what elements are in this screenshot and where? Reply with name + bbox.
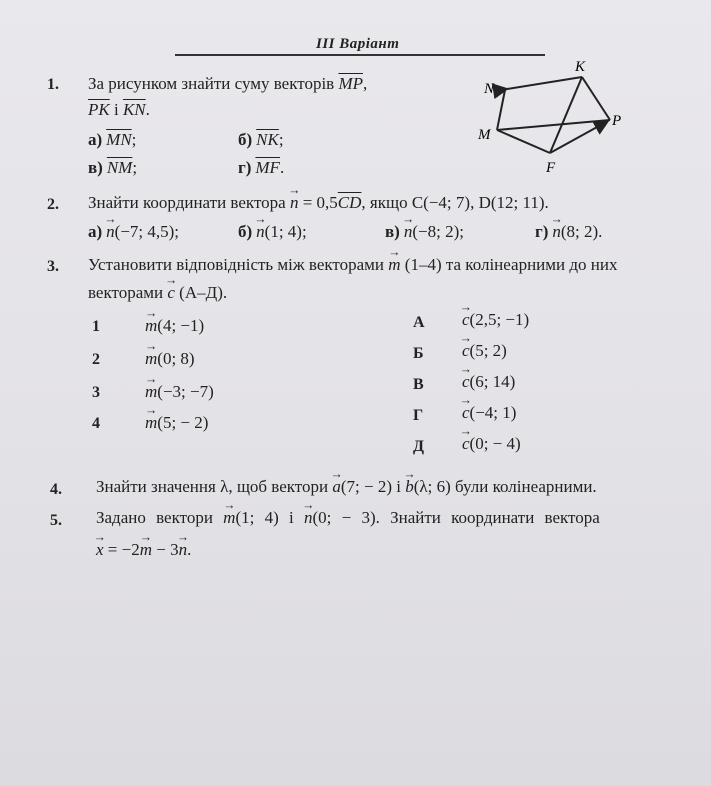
vector-n: → n	[256, 222, 265, 242]
task-2-option-c	[385, 222, 464, 242]
task-5-line-1	[96, 508, 600, 528]
item-value: (5; 2)	[469, 341, 507, 360]
task-5-number: 5.	[50, 512, 62, 529]
vector-m: → m	[145, 316, 157, 336]
option-value: (−8; 2);	[412, 222, 464, 241]
option-value: (1; 4);	[264, 222, 307, 241]
match-left-item	[145, 349, 195, 369]
vector-n: → n	[404, 222, 413, 242]
task-1-option-d	[238, 158, 284, 178]
variant-title: III Варіант	[316, 36, 400, 52]
vector-n: → n	[106, 222, 115, 242]
task-2-option-d	[535, 222, 602, 242]
option-value: $\overline{MF}$	[255, 158, 280, 177]
match-right-item	[462, 403, 516, 423]
task-4-number: 4.	[50, 481, 62, 498]
option-label: г)	[535, 222, 549, 241]
option-end: ;	[278, 130, 284, 149]
task-2-text-post: , якщо C(−4; 7), D(12; 11).	[361, 193, 549, 212]
point-f-label: F	[546, 160, 556, 176]
option-label: а)	[88, 130, 103, 149]
task-1-option-a	[88, 130, 136, 150]
vector-figure	[470, 55, 630, 185]
vector-m: → m	[145, 413, 157, 433]
point-p-label: P	[612, 113, 622, 129]
task-1-option-c	[88, 158, 137, 178]
option-end: ;	[132, 158, 138, 177]
segment-mn	[497, 90, 505, 130]
option-end: ;	[131, 130, 137, 149]
match-right-letter: Д	[413, 438, 425, 455]
option-value: (8; 2).	[560, 222, 603, 241]
option-label: б)	[238, 222, 253, 241]
option-value: (−7; 4,5);	[114, 222, 180, 241]
match-right-letter: Г	[413, 407, 424, 424]
task-3-number: 3.	[47, 258, 59, 275]
option-label: а)	[88, 222, 103, 241]
vector-b: → b	[405, 477, 414, 497]
task-1-option-b	[238, 130, 284, 150]
match-right-item	[462, 310, 529, 330]
segment-kn	[507, 77, 582, 89]
vector-c: → c	[462, 310, 470, 330]
vector-a-value: (7; − 2) і	[340, 477, 401, 496]
match-right-item	[462, 372, 515, 392]
vector-n: → n	[552, 222, 561, 242]
conjunction-and: і	[113, 100, 119, 119]
vector-cd: $\overline{CD}$	[337, 193, 362, 212]
option-label: г)	[238, 158, 252, 177]
vector-m: → m	[223, 508, 235, 528]
point-n-label: N	[484, 81, 495, 97]
task-5-line-2	[96, 540, 191, 560]
match-left-number: 3	[92, 384, 100, 401]
task-2-text-pre: Знайти координати вектора	[88, 193, 286, 212]
match-right-item	[462, 341, 507, 361]
item-value: (2,5; −1)	[469, 310, 530, 329]
vector-c: → c	[462, 403, 470, 423]
vector-m: → m	[140, 540, 152, 560]
task-3-text-2: векторами	[88, 283, 164, 302]
match-left-item	[145, 413, 208, 433]
equation-part: = −2	[107, 540, 140, 559]
vector-pk: $\overline{PK}$	[88, 100, 110, 119]
task-2-text	[88, 193, 549, 213]
task-3-line-2	[88, 283, 227, 303]
comma: ,	[363, 74, 368, 93]
task-2-option-a	[88, 222, 179, 242]
item-value: (0; − 4)	[469, 434, 521, 453]
task-3-line-1	[88, 255, 617, 275]
equation: = 0,5	[302, 193, 338, 212]
vector-n: → n	[179, 540, 188, 560]
item-value: (6; 14)	[469, 372, 516, 391]
item-value: (4; −1)	[157, 316, 205, 335]
match-left-item	[145, 382, 214, 402]
option-label: в)	[385, 222, 400, 241]
vector-a: → a	[332, 477, 341, 497]
segment-fp	[550, 121, 608, 153]
segment-kp	[582, 77, 610, 120]
match-right-item	[462, 434, 521, 454]
task-2-number: 2.	[47, 196, 59, 213]
vector-c: → c	[462, 434, 470, 454]
vector-n: → n	[290, 193, 299, 213]
vector-x: → x	[96, 540, 104, 560]
vector-mp: $\overline{MP}$	[338, 74, 364, 93]
vector-n-value: (0; − 3). Знайти координати вектора	[312, 508, 600, 527]
task-2-option-b	[238, 222, 307, 242]
vector-b-value: (λ; 6) були колінеарними.	[413, 477, 597, 496]
item-value: (0; 8)	[157, 349, 195, 368]
option-value: $\overline{NM}$	[106, 158, 133, 177]
task-4-text-pre: Знайти значення λ, щоб вектори	[96, 477, 329, 496]
vector-n: → n	[304, 508, 313, 528]
option-label: б)	[238, 130, 253, 149]
point-m-label: M	[478, 127, 491, 143]
task-1-line-2	[88, 100, 150, 120]
vector-m: → m	[145, 382, 157, 402]
point-k-label: K	[575, 59, 586, 75]
match-right-letter: В	[413, 376, 424, 393]
task-3-text-2-end: (А–Д).	[179, 283, 228, 302]
vector-m-value: (1; 4) і	[235, 508, 294, 527]
task-1-text: За рисунком знайти суму векторів	[88, 74, 335, 93]
segment-kf	[550, 77, 582, 153]
vector-c: → c	[462, 341, 470, 361]
period: .	[145, 100, 150, 119]
match-left-number: 4	[92, 415, 100, 432]
match-left-item	[145, 316, 204, 336]
segment-mf	[497, 130, 550, 153]
task-4-text	[96, 477, 597, 497]
vector-c: → c	[462, 372, 470, 392]
item-value: (−4; 1)	[469, 403, 517, 422]
match-left-number: 1	[92, 318, 100, 335]
option-value: $\overline{MN}$	[106, 130, 132, 149]
vector-m: → m	[145, 349, 157, 369]
equation-part: − 3	[156, 540, 179, 559]
vector-kn: $\overline{KN}$	[122, 100, 146, 119]
task-3-text: Установити відповідність між векторами	[88, 255, 385, 274]
option-value: $\overline{NK}$	[256, 130, 279, 149]
match-left-number: 2	[92, 351, 100, 368]
vector-m: → m	[388, 255, 400, 275]
vector-c: → c	[167, 283, 175, 303]
option-label: в)	[88, 158, 103, 177]
task-1-number: 1.	[47, 76, 59, 93]
option-end: .	[279, 158, 285, 177]
task-1-line-1	[88, 74, 367, 94]
match-right-letter: Б	[413, 345, 424, 362]
task-5-text-pre: Задано вектори	[96, 508, 213, 527]
task-3-text-end: (1–4) та колінеарними до них	[404, 255, 618, 274]
item-value: (5; − 2)	[157, 413, 209, 432]
item-value: (−3; −7)	[157, 382, 214, 401]
match-right-letter: А	[413, 314, 425, 331]
period: .	[187, 540, 192, 559]
